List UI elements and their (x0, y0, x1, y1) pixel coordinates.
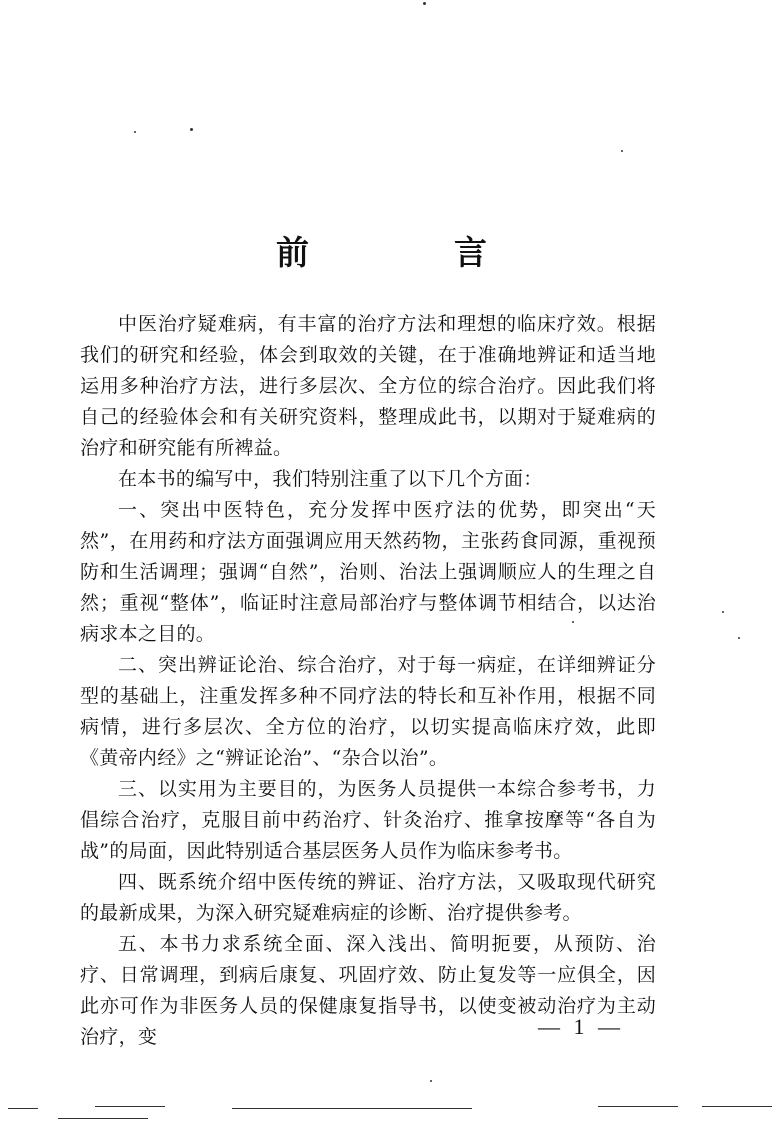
scan-rule (598, 1106, 678, 1107)
scan-speck (722, 611, 724, 613)
scan-rule (58, 1118, 148, 1119)
paragraph: 四、既系统介绍中医传统的辨证、治疗方法，又吸取现代研究的最新成果，为深入研究疑难病症的诊断、治疗提供参考。 (80, 871, 656, 924)
paragraph: 在本书的编写中，我们特别注重了以下几个方面： (118, 468, 543, 490)
scan-rule (95, 1106, 165, 1107)
scan-speck (430, 1080, 432, 1082)
body-text (80, 309, 656, 1053)
scan-speck (738, 637, 740, 639)
scan-speck (190, 128, 193, 131)
paragraph: 三、以实用为主要目的，为医务人员提供一本综合参考书，力倡综合治疗，克服目前中药治疗、针灸治疗、推拿按摩等“各自为战”的局面，因此特别适合基层医务人员作为临床参考书。 (80, 778, 656, 862)
scan-rule (232, 1108, 472, 1109)
paragraph: 中医治疗疑难病，有丰富的治疗方法和理想的临床疗效。根据我们的研究和经验，体会到取效的关键，在于准确地辨证和适当地运用多种治疗方法，进行多层次、全方位的综合治疗。因此我们将自己的经验体会和有关研究资料，整理成此书，以期对于疑难病的治疗和研究能有所裨益。 (80, 313, 656, 459)
paragraph: 二、突出辨证论治、综合治疗，对于每一病症，在详细辨证分型的基础上，注重发挥多种不同疗法的特长和互补作用，根据不同病情，进行多层次、全方位的治疗，以切实提高临床疗效，此即《黄帝内经》之“辨证论治”、“杂合以治”。 (80, 654, 656, 769)
paragraph: 一、突出中医特色，充分发挥中医疗法的优势，即突出“天然”，在用药和疗法方面强调应用天然药物，主张药食同源，重视预防和生活调理；强调“自然”，治则、治法上强调顺应人的生理之自然；重视“整体”，临证时注意局部治疗与整体调节相结合，以达治病求本之目的。 (80, 499, 656, 645)
scan-rule (702, 1106, 772, 1107)
scan-speck (423, 2, 426, 5)
scan-rule (8, 1108, 38, 1109)
paragraph: 五、本书力求系统全面、深入浅出、简明扼要，从预防、治疗、日常调理，到病后康复、巩固疗效、防止复发等一应俱全，因此亦可作为非医务人员的保健康复指导书，以使变被动治疗为主动治疗，变 (80, 933, 656, 1048)
scan-speck (134, 131, 136, 133)
page-number: — 1 — (538, 1014, 624, 1039)
page-title: 前 言 (276, 233, 543, 273)
scan-speck (621, 150, 623, 152)
